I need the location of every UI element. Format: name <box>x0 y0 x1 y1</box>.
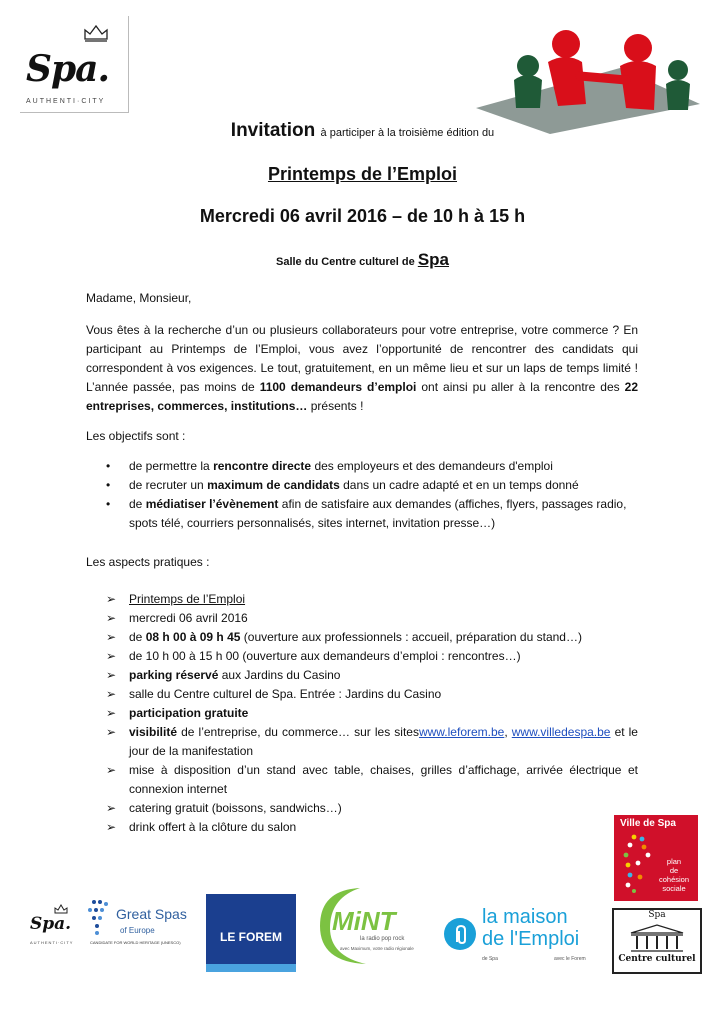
paperclip-icon <box>450 922 472 948</box>
salutation: Madame, Monsieur, <box>86 291 192 305</box>
list-item: ➢ drink offert à la clôture du salon <box>106 818 638 837</box>
le-forem-logo <box>206 894 296 972</box>
great-spas-sub: of Europe <box>120 926 155 935</box>
list-item: ➢ mercredi 06 avril 2016 <box>106 609 638 628</box>
crown-icon <box>54 904 68 914</box>
maison-line-2: de l'Emploi <box>482 928 580 950</box>
ville-line-1: plan <box>666 857 682 866</box>
spa-small-logo <box>28 900 80 964</box>
list-item: • de permettre la rencontre directe des employeurs et des demandeurs d'emploi <box>106 457 638 476</box>
cc-spa-text: Spa <box>648 910 666 920</box>
invitation-rest: à participer à la troisième édition du <box>320 127 495 139</box>
arrow-bullet-icon: ➢ <box>106 611 117 625</box>
spa-small-logo-text: Spa. <box>30 914 72 934</box>
venue-prefix: Salle du Centre culturel de <box>275 256 415 268</box>
spa-small-logo-subtitle: AUTHENTI·CITY <box>30 940 74 945</box>
mint-sub: la radio pop rock <box>360 936 405 942</box>
arrow-bullet-icon: ➢ <box>106 763 117 777</box>
mint-name: MiNT <box>332 906 396 936</box>
list-item: ➢ salle du Centre culturel de Spa. Entrée : Jardins du Casino <box>106 685 638 704</box>
list-item: • de médiatiser l’évènement afin de satisfaire aux demandes (affiches, flyers, passages radio, spots télé, courriers personnalisés, sites internet, invitation presse…) <box>106 497 627 530</box>
bullet-icon: • <box>106 497 111 511</box>
list-item: ➢ Printemps de l’Emploi <box>106 590 638 609</box>
spa-logo-text: Spa. <box>26 48 110 90</box>
list-item: ➢ catering gratuit (boissons, sandwichs…) <box>106 799 638 818</box>
intro-paragraph <box>86 321 638 416</box>
ville-line-2: de <box>669 866 679 875</box>
villedespa-link[interactable]: www.villedespa.be <box>511 725 611 739</box>
ville-de-spa-logo <box>614 815 698 901</box>
mint-logo <box>310 884 428 968</box>
maison-emploi-logo <box>442 904 602 968</box>
arrow-bullet-icon: ➢ <box>106 668 117 682</box>
mint-tag: avec Maximum, votre radio régionale <box>340 946 414 951</box>
event-venue <box>0 250 725 270</box>
great-spas-name: Great Spas <box>116 906 187 922</box>
arrow-bullet-icon: ➢ <box>106 706 117 720</box>
intro-text-3: présents ! <box>310 399 364 413</box>
intro-text-2: ont ainsi pu aller à la rencontre des <box>421 380 620 394</box>
forem-text: LE FOREM <box>220 930 282 944</box>
maison-line-1: la maison <box>482 906 568 928</box>
event-date: Mercredi 06 avril 2016 – de 10 h à 15 h <box>199 206 526 226</box>
maison-city: de Spa <box>482 956 498 962</box>
arrow-bullet-icon: ➢ <box>106 801 117 815</box>
intro-bold-2: 22 entreprises, commerces, institutions… <box>86 380 638 413</box>
dots-icon <box>620 833 656 893</box>
list-item: • de recruter un maximum de candidats dans un cadre adapté et en un temps donné <box>106 476 638 495</box>
list-item: ➢ mise à disposition d’un stand avec table, chaises, grilles d’affichage, arrivée électrique et connexion internet <box>106 763 638 796</box>
great-spas-logo <box>84 894 198 958</box>
practical-heading: Les aspects pratiques : <box>86 555 210 569</box>
invitation-word: Invitation <box>230 120 316 141</box>
great-spas-dots-icon <box>84 898 114 938</box>
ville-line-3: cohésion <box>658 875 690 884</box>
list-item: ➢ visibilité de l’entreprise, du commerce… sur les siteswww.leforem.be, www.villedespa.be et le jour de la manifestation <box>106 725 638 758</box>
arrow-bullet-icon: ➢ <box>106 649 117 663</box>
spa-logo <box>20 16 129 113</box>
leforem-link[interactable]: www.leforem.be <box>418 725 505 739</box>
event-title: Printemps de l’Emploi <box>267 164 458 184</box>
intro-bold-1: 1100 demandeurs d’emploi <box>259 380 417 394</box>
venue-city: Spa <box>417 250 449 269</box>
list-item: ➢ participation gratuite <box>106 704 638 723</box>
arrow-bullet-icon: ➢ <box>106 820 117 834</box>
intro-text-1: Vous êtes à la recherche d’un ou plusieurs collaborateurs pour votre entreprise, votre commerce ? En participant au Printemps de l’Emploi, vous avez l’opportunité de rencontrer des candidats qui correspondent à vos exigences. Le tout, gratuitement, en un même lieu et sur un laps de temps limité ! L’année passée, pas moins de <box>86 323 638 394</box>
list-item: ➢ parking réservé aux Jardins du Casino <box>106 666 638 685</box>
maison-avec: avec le Forem <box>554 956 586 962</box>
arrow-bullet-icon: ➢ <box>106 630 117 644</box>
bullet-icon: • <box>106 459 111 473</box>
list-item: ➢ de 10 h 00 à 15 h 00 (ouverture aux demandeurs d’emploi : rencontres…) <box>106 647 638 666</box>
arrow-bullet-icon: ➢ <box>106 725 117 739</box>
arrow-bullet-icon: ➢ <box>106 592 117 606</box>
great-spas-note: CANDIDATE FOR WORLD HERITAGE (UNESCO) <box>90 940 181 945</box>
objectives-heading: Les objectifs sont : <box>86 429 186 443</box>
crown-icon <box>82 22 110 42</box>
ville-line-4: sociale <box>662 884 686 893</box>
arrow-bullet-icon: ➢ <box>106 687 117 701</box>
building-icon <box>627 923 687 953</box>
list-item: ➢ de 08 h 00 à 09 h 45 (ouverture aux professionnels : accueil, préparation du stand…) <box>106 628 638 647</box>
invitation-line <box>0 120 725 142</box>
spa-logo-subtitle: AUTHENTI·CITY <box>26 98 106 105</box>
ville-title: Ville de Spa <box>620 818 676 829</box>
centre-culturel-logo <box>612 908 702 974</box>
cc-name: Centre culturel <box>618 954 696 964</box>
bullet-icon: • <box>106 478 111 492</box>
